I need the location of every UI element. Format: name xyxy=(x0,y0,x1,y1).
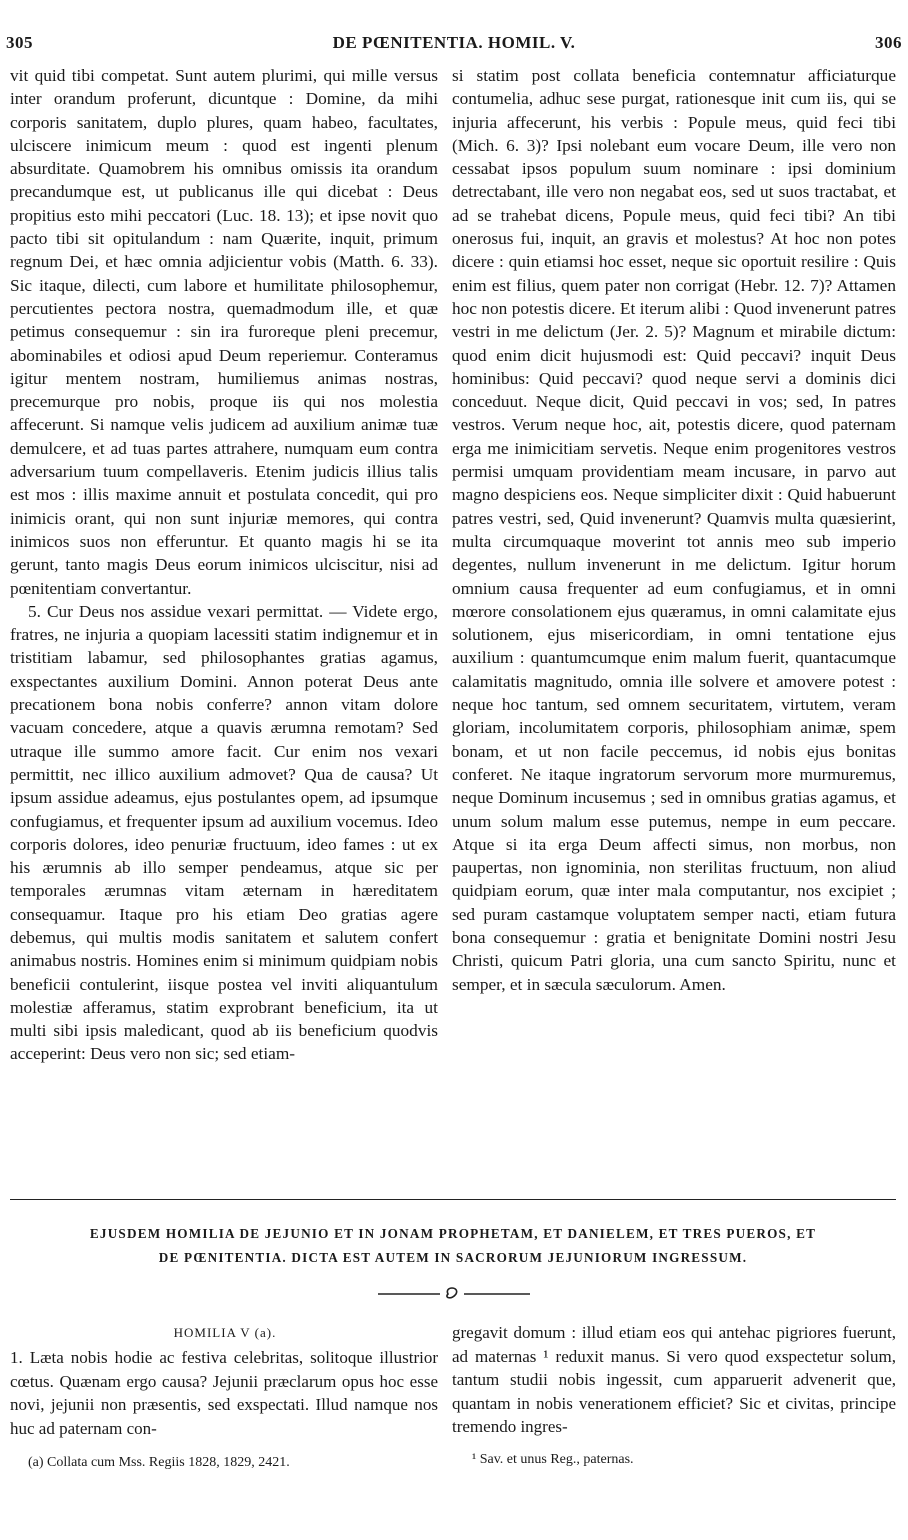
homily-body-left: 1. Læta nobis hodie ac festiva celebritas, solitoque illustrior cœtus. Quænam ergo causa? Jejunii præclarum opus hoc esse novi, jejunii non præsentis, sed exspectati. Illud namque nos huc ad paternam con- xyxy=(10,1348,438,1438)
ornament-flourish xyxy=(374,1284,534,1304)
left-column xyxy=(10,64,438,1066)
footnote-right: ¹ Sav. et unus Reg., paternas. xyxy=(472,1452,634,1467)
right-column xyxy=(452,64,896,996)
section-divider-rule xyxy=(10,1199,896,1200)
page-number-left: 305 xyxy=(6,33,33,52)
homily-title-line-1: EJUSDEM HOMILIA DE JEJUNIO ET IN JONAM PROPHETAM, ET DANIELEM, ET TRES PUEROS, ET xyxy=(89,1226,817,1241)
right-paragraph-1: si statim post collata beneficia contemnatur afficiaturque contumelia, adhuc sese purgat, rationesque init cum iis, qui se injuria affecerunt, his verbis : Popule meus, quid feci tibi (Mich. 6. 3)? Ipsi nolebant eum vocare Deum, ille vero non cessabat ipsos populum suum nominare : ipsi dominium detrectabant, ille vero non negabat eos, sed ut suos tractabat, et ad se trahebat dicens, Popule meus, quid feci tibi? An tibi onerosus fui, inquit, an gravis et molestus? At hoc non potes dicere : quin etiamsi hoc esset, neque sic oportuit resilire : Quis enim est filius, quem pater non corrigat (Hebr. 12. 7)? Attamen hoc non potestis dicere. Et iterum alibi : Quod invenerunt patres vestri in me delictum (Jer. 2. 5)? Magnum et mirabile dictum: quod enim dicit hujusmodi est: Quid peccavi? inquit Deus hominibus: Quid peccavi? quod neque servi a dominis dici conceduut. Neque dicit, Quid peccavi in vos; sed, In patres vestros. Verum neque hoc, ait, potestis dicere, quod paternam erga me inimicitiam servetis. Neque enim progenitores vestros permisi umquam providentiam meam incusare, in parvo aut magno despiciens eos. Neque simpliciter dixit : Quid habuerunt patres vestri, sed, Quid invenerunt? Quamvis multa quæsierint, multa circumquaque moverint tot annis meo sub imperio degentes, nullum invenerunt in me delictum. Igitur horum omnium causa frequenter ad eum confugiamus, et in omni mœrore consolationem ejus quæramus, in omni calamitate ejus solutionem, ejus misericordiam, in omni tentatione ejus auxilium : quantumcumque enim malum fuerit, quantacumque calamitatis magnitudo, omnia ille solvere et amovere potest : neque hoc tantum, sed omnem securitatem, virtutem, veram gloriam, incolumitatem corporis, philosophiam animæ, spem bonam, et ut non facile peccemus, id nobis ejus bonitas conferet. Ne itaque ingratorum servorum more murmuremus, neque Dominum incusemus ; sed in omnibus gratias agamus, et unum solum malum esse putemus, nempe in eum peccare. Atque si ita erga Deum affecti simus, non morbus, non paupertas, non ignominia, non sterilitas fructuum, non aliud quidpiam eorum, quæ inter mala computantur, nos excipiet ; sed puram castamque voluptatem semper nacti, etiam futura bona consequemur : gratia et benignitate Domini nostri Jesu Christi, quicum Patri gloria, una cum sancto Spiritu, nunc et semper, et in sæcula sæculorum. Amen. xyxy=(452,66,896,994)
footnote-left: (a) Collata cum Mss. Regiis 1828, 1829, 2421. xyxy=(28,1455,290,1470)
homily-body-right: gregavit domum : illud etiam eos qui antehac pigriores fuerunt, ad maternas ¹ reduxit manus. Si vero quod exspectetur solum, tantum studii nobis ingessit, cum apparuerit advenerit que, quantam in nobis venerationem efficiet? Sic et civitas, principe tremendo ingres- xyxy=(452,1323,896,1436)
page-number-right: 306 xyxy=(875,33,902,52)
homily-number-label: HOMILIA V (a). xyxy=(173,1325,277,1340)
running-header xyxy=(6,33,902,59)
left-paragraph-2: 5. Cur Deus nos assidue vexari permittat. — Videte ergo, fratres, ne injuria a quopiam lacessiti statim indignemur et in tristitiam labamur, sed philosophantes gratias agamus, exspectantes auxilium Domini. Annon poterat Deus ante precationem bona nobis conferre? annon vitam dolore vacuam concedere, atque a quavis ærumna remotam? Sed utraque ille summo amore facit. Cur enim nos vexari permittit, nec illico auxilium admovet? Qua de causa? Ut ipsum assidue adeamus, ejus postulantes opem, ad ipsumque confugiamus, et frequenter ipsum ad auxilium vocemus. Ideo corporis dolores, ideo penuriæ fructuum, ideo fames : ut ex his ærumnis ab illo semper pendeamus, atque sic per temporales ærumnas vitam æternam in hæreditatem consequamur. Itaque pro his etiam Deo gratias agere debemus, qui multis modis sanitatem et salutem confert animabus nostris. Homines enim si minimum quidpiam nobis beneficii contulerint, iisque postea vel inviti aliquantulum molestiæ afferamus, statim exprobrant beneficium, ita ut multi sibi ipsis maledicant, quod ab iis beneficium quodvis acceperint: Deus vero non sic; sed etiam- xyxy=(10,601,438,1064)
running-title: DE PŒNITENTIA. HOMIL. V. xyxy=(332,33,576,52)
left-paragraph-1: vit quid tibi competat. Sunt autem plurimi, qui mille versus inter orandum proferunt, dicuntque : Domine, da mihi corporis sanitatem, duplo plures, quam habeo, facultates, ulciscere inimicum meum : quod est ingenti plenum absurditate. Quamobrem his omnibus omissis ita orandum precandumque est, ut publicanus ille qui dicebat : Deus propitius esto mihi peccatori (Luc. 18. 13); et ipse novit quo pacto tibi sit opitulandum : nam Quærite, inquit, primum regnum Dei, et hæc omnia adjicientur vobis (Matth. 6. 33). Sic itaque, dilecti, cum labore et humilitate philosophemur, percutientes pectora nostra, quemadmodum ille, et quæ petimus consequemur : sin ira furoreque pleni precemur, abominabiles et odiosi apud Deum reperiemur. Conteramus igitur mentem nostram, humiliemus animas nostras, precemurque pro nobis, proque iis qui nos molestia affecerunt. Si namque velis judicem ad auxilium animæ tuæ demulcere, et ad tuas partes attrahere, numquam eum contra adversarium tuum compellaveris. Etenim judicis illius talis est mos : illis maxime annuit et postulata concedit, qui pro inimicis orant, qui non sunt injuriæ memores, qui contra inimicos suos non efferuntur. Et quanto magis hi se ita gerunt, tanto magis Deus eorum inimicos ulciscitur, nisi ad pœnitentiam convertantur. xyxy=(10,66,438,598)
homily-title xyxy=(10,1222,896,1270)
homily-title-line-2: DE PŒNITENTIA. DICTA EST AUTEM IN SACRORUM JEJUNIORUM INGRESSUM. xyxy=(158,1250,748,1265)
